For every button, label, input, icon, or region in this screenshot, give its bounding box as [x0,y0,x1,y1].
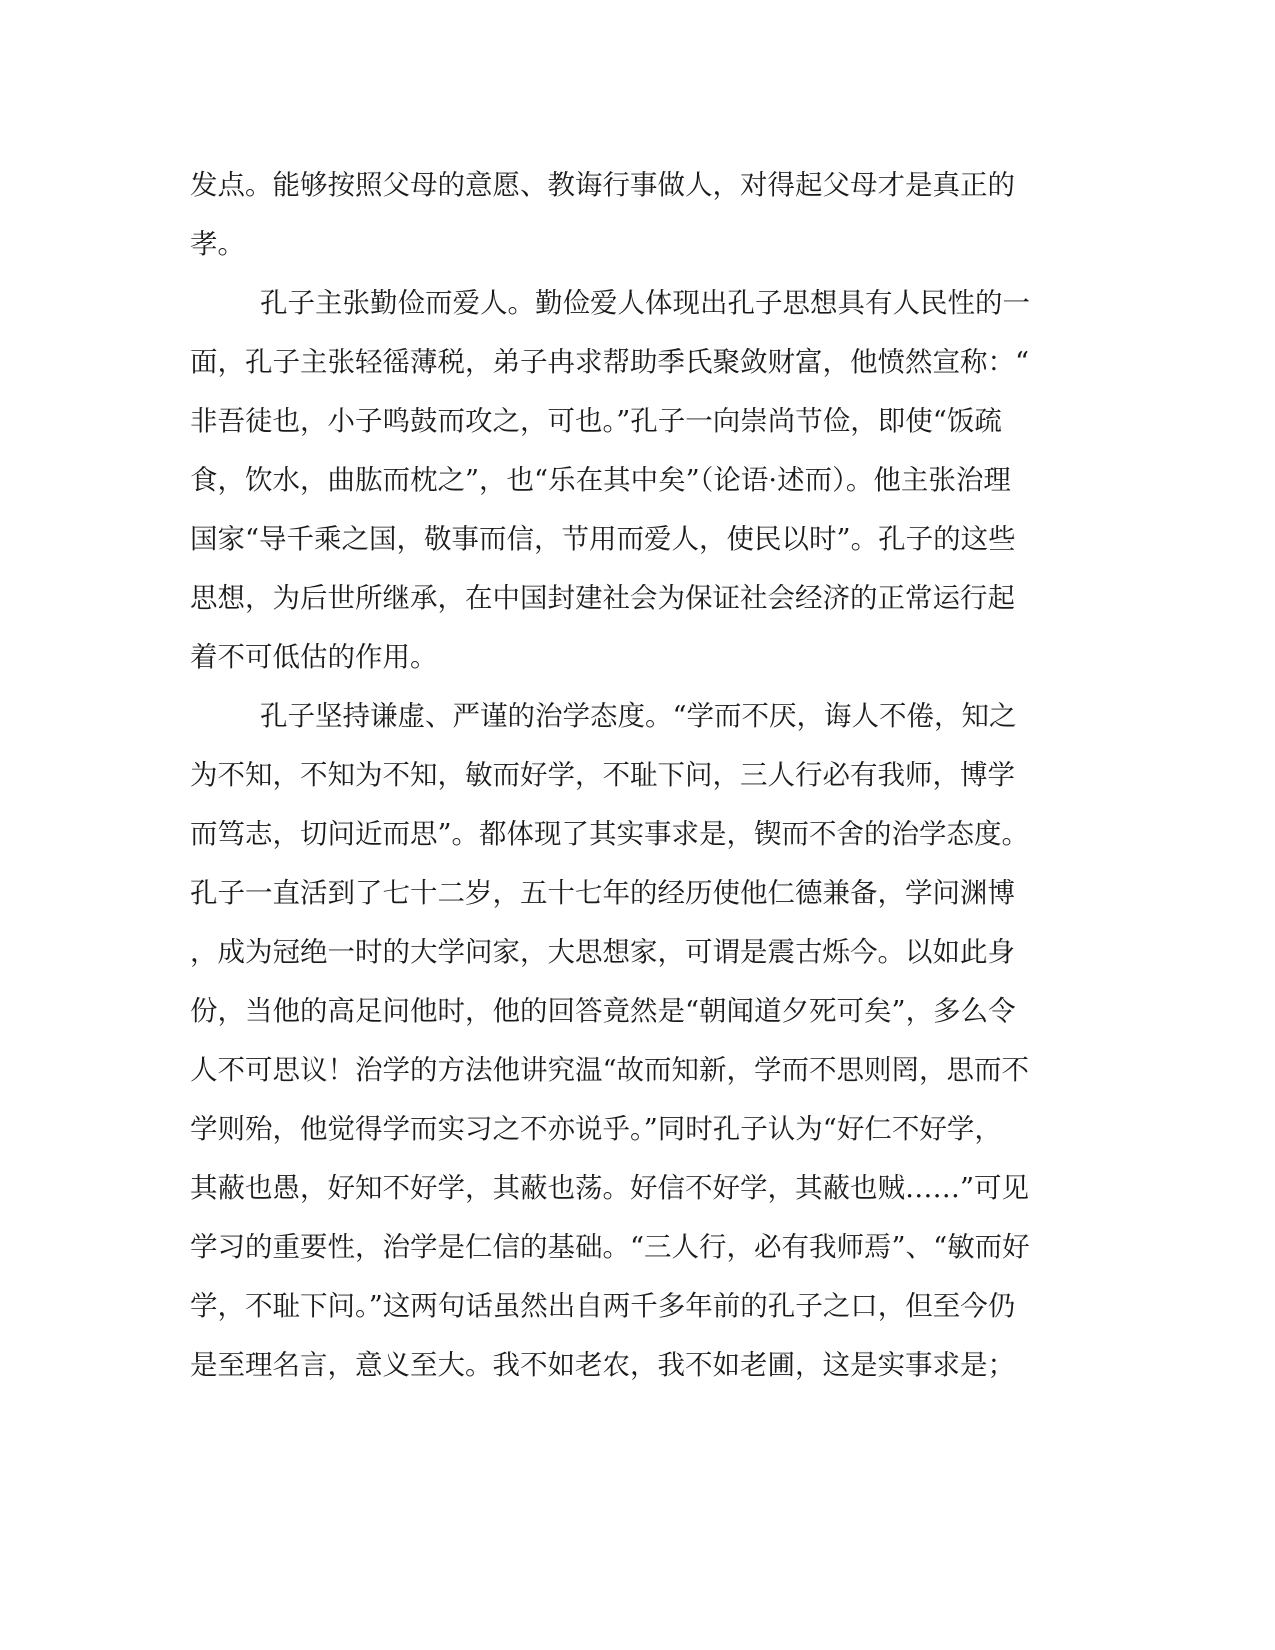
text-line: 是至理名言，意义至大。我不如老农，我不如老圃，这是实事求是； [190,1349,1015,1381]
text-line: 非吾徒也，小子鸣鼓而攻之，可也。”孔子一向崇尚节俭，即使“饭疏 [190,405,1002,437]
text-line: 孝。 [190,228,245,260]
paragraph-start-line: 孔子坚持谦虚、严谨的治学态度。“学而不厌，诲人不倦，知之 [260,700,1017,732]
text-line: 份，当他的高足问他时，他的回答竟然是“朝闻道夕死可矣”，多么令 [190,995,1016,1027]
text-line: 而笃志，切问近而思”。都体现了其实事求是，锲而不舍的治学态度。 [190,818,1030,850]
text-line: 人不可思议！治学的方法他讲究温“故而知新，学而不思则罔，思而不 [190,1054,1030,1086]
text-line: 学，不耻下问。”这两句话虽然出自两千多年前的孔子之口，但至今仍 [190,1290,1016,1322]
text-line: 着不可低估的作用。 [190,641,438,673]
text-line: 发点。能够按照父母的意愿、教诲行事做人，对得起父母才是真正的 [190,169,1015,201]
text-line: 国家“导千乘之国，敬事而信，节用而爱人，使民以时”。孔子的这些 [190,523,1016,555]
text-line: 学则殆，他觉得学而实习之不亦说乎。”同时孔子认为“好仁不好学， [190,1113,1002,1145]
text-line: 为不知，不知为不知，敏而好学，不耻下问，三人行必有我师，博学 [190,759,1015,791]
text-line: 孔子一直活到了七十二岁，五十七年的经历使他仁德兼备，学问渊博 [190,877,1015,909]
text-line: 思想，为后世所继承，在中国封建社会为保证社会经济的正常运行起 [190,582,1015,614]
body-text [190,156,1090,1395]
text-line: 其蔽也愚，好知不好学，其蔽也荡。好信不好学，其蔽也贼……”可见 [190,1172,1030,1204]
text-line: ，成为冠绝一时的大学问家，大思想家，可谓是震古烁今。以如此身 [190,936,1015,968]
text-line: 面，孔子主张轻徭薄税，弟子冉求帮助季氏聚敛财富，他愤然宣称：“ [190,346,1030,378]
text-line: 学习的重要性，治学是仁信的基础。“三人行，必有我师焉”、“敏而好 [190,1231,1030,1263]
paragraph-start-line: 孔子主张勤俭而爱人。勤俭爱人体现出孔子思想具有人民性的一 [260,287,1030,319]
text-line: 食，饮水，曲肱而枕之”，也“乐在其中矣”（论语·述而）。他主张治理 [190,464,1011,496]
